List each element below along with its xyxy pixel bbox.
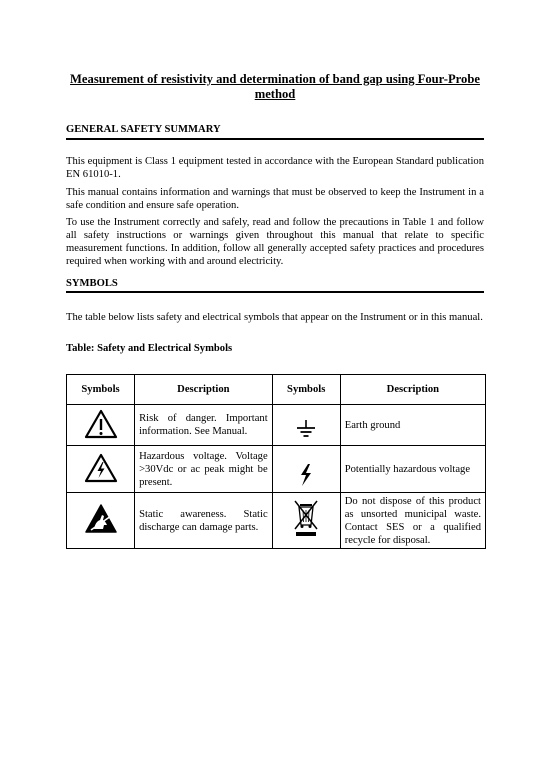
symbol-cell	[272, 493, 340, 549]
table-row	[67, 405, 486, 446]
table-row	[67, 493, 486, 549]
esd-warning-icon	[84, 503, 118, 535]
symbol-description: Hazardous voltage. Voltage >30Vdc or ac peak might be present.	[135, 446, 273, 493]
crossed-bin-weee-icon	[291, 499, 321, 539]
paragraph-symbols-intro: The table below lists safety and electrical symbols that appear on the Instrument or in this manual.	[66, 312, 483, 323]
symbols-rule	[66, 291, 484, 293]
table-header-row	[67, 375, 486, 405]
symbol-cell	[67, 405, 135, 446]
heading-rule	[66, 138, 484, 140]
symbol-description: Earth ground	[340, 405, 485, 446]
table-header: Description	[340, 375, 485, 405]
symbol-cell	[272, 405, 340, 446]
table-header: Symbols	[272, 375, 340, 405]
earth-ground-icon	[293, 418, 319, 440]
symbol-cell	[67, 493, 135, 549]
lightning-bolt-icon	[298, 463, 314, 487]
table-caption: Table: Safety and Electrical Symbols	[66, 343, 233, 354]
symbol-description: Risk of danger. Important information. See Manual.	[135, 405, 273, 446]
paragraph-class1: This equipment is Class 1 equipment tested in accordance with the European Standard publication EN 61010-1.	[66, 156, 484, 180]
symbol-cell	[272, 446, 340, 493]
table-header: Description	[135, 375, 273, 405]
table-header: Symbols	[67, 375, 135, 405]
document-title: Measurement of resistivity and determination of band gap using Four-Probe method	[70, 72, 480, 101]
table-row	[67, 446, 486, 493]
paragraph-warnings: This manual contains information and warnings that must be observed to keep the Instrument in a safe condition and ensure safe operation.	[66, 187, 484, 211]
symbol-description: Static awareness. Static discharge can damage parts.	[135, 493, 273, 549]
general-safety-heading: GENERAL SAFETY SUMMARY	[66, 124, 221, 135]
high-voltage-triangle-icon	[84, 453, 118, 483]
symbols-heading: SYMBOLS	[66, 278, 118, 289]
paragraph-precautions: To use the Instrument correctly and safely, read and follow the precautions in Table 1 and follow all safety instructions or warnings given throughout this manual that relate to specific measurement functions. In addition, follow all generally accepted safety practices and procedures required when working with and around electricity.	[66, 217, 484, 267]
caution-triangle-icon	[84, 409, 118, 439]
symbol-cell	[67, 446, 135, 493]
symbol-description: Potentially hazardous voltage	[340, 446, 485, 493]
symbol-description: Do not dispose of this product as unsorted municipal waste. Contact SES or a qualified recycle for disposal.	[340, 493, 485, 549]
symbols-table	[66, 374, 486, 549]
